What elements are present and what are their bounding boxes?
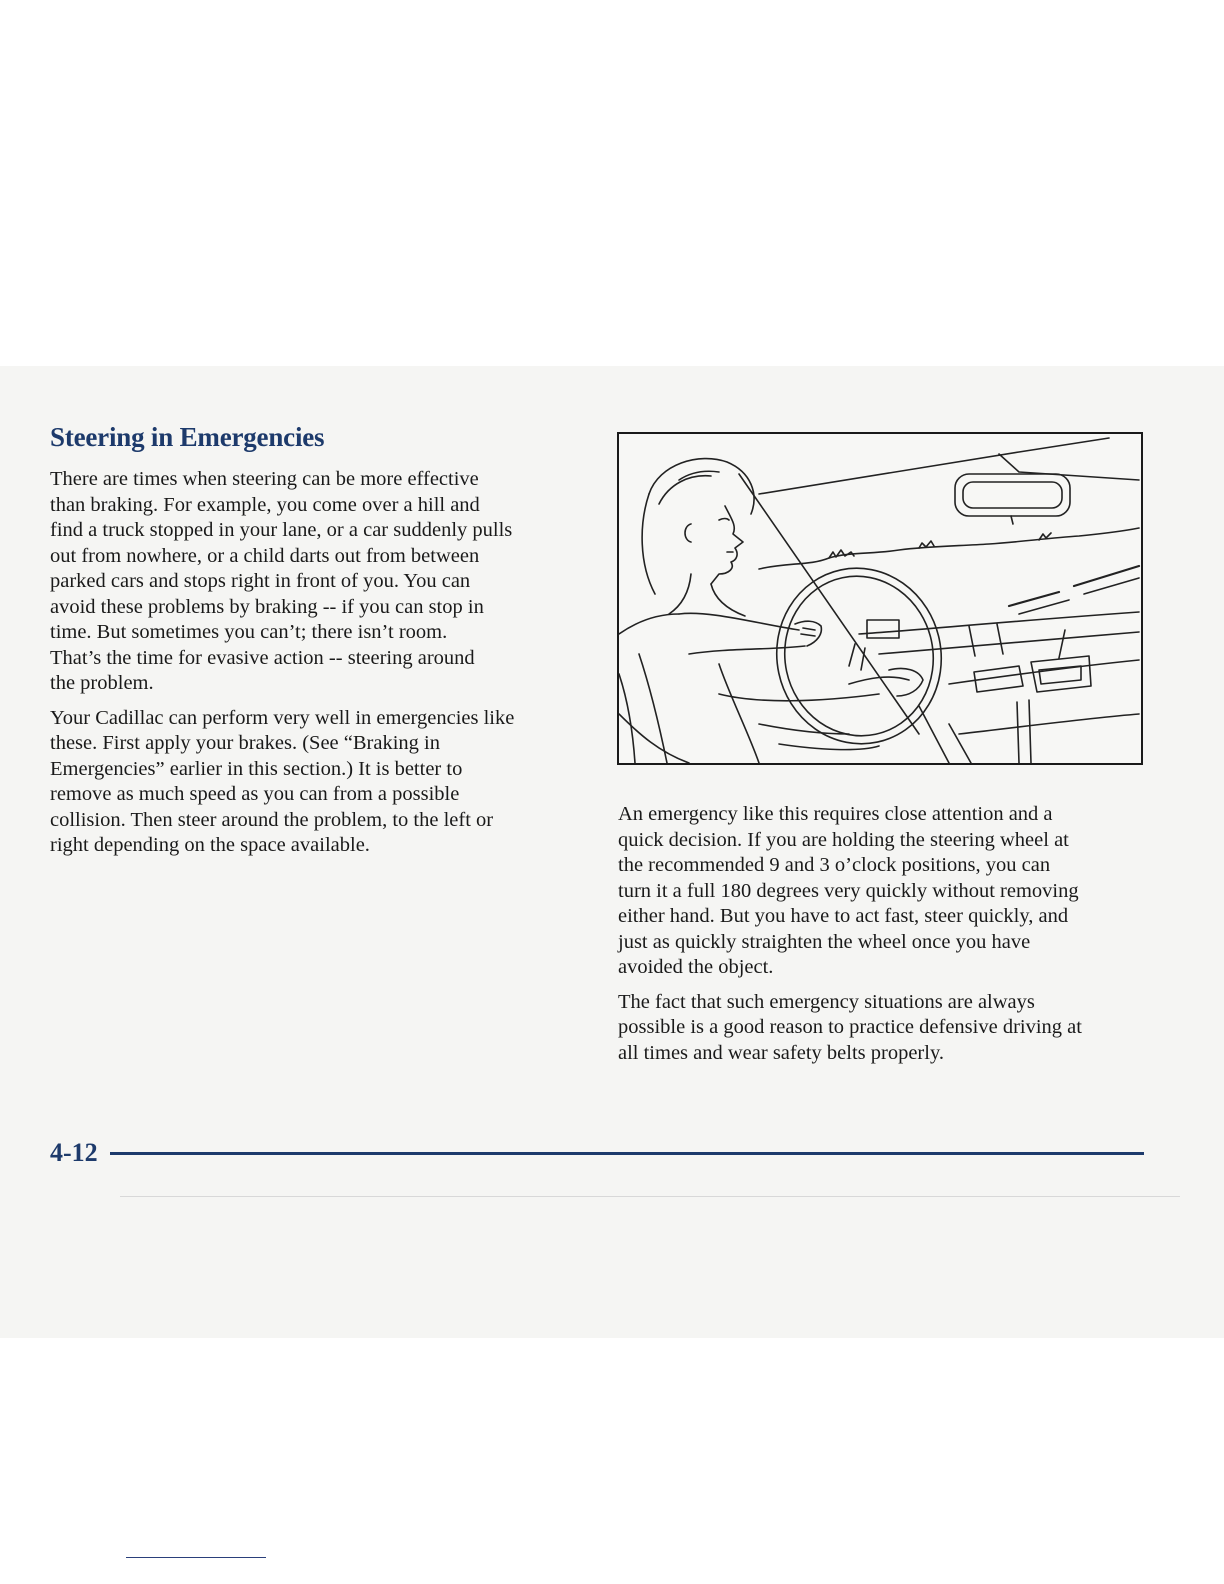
text-line: the recommended 9 and 3 o’clock positions, you can (618, 854, 1051, 876)
footer-rule (110, 1152, 1144, 1155)
section-heading: Steering in Emergencies (50, 422, 325, 452)
text-line: right depending on the space available. (50, 834, 370, 856)
text-line: Your Cadillac can perform very well in emergencies like (50, 706, 515, 729)
text-line: avoided the object. (618, 956, 774, 978)
text-line: out from nowhere, or a child darts out from between (50, 544, 480, 567)
text-line: these. First apply your brakes. (See “Braking in (50, 732, 440, 754)
text-line: all times and wear safety belts properly. (618, 1041, 944, 1064)
text-line: possible is a good reason to practice defensive driving at (618, 1016, 1082, 1038)
text-line: the problem. (50, 672, 154, 694)
scan-line (120, 1196, 1180, 1197)
driver-steering-drawing (619, 434, 1141, 763)
text-line: either hand. But you have to act fast, steer quickly, and (618, 905, 1069, 927)
text-line: Emergencies” earlier in this section.) It is better to (50, 757, 463, 780)
text-line: There are times when steering can be more effective (50, 468, 479, 490)
paragraph (50, 706, 585, 859)
text-line: quick decision. If you are holding the steering wheel at (618, 828, 1069, 851)
text-line: turn it a full 180 degrees very quickly without removing (618, 879, 1079, 902)
text-line: parked cars and stops right in front of you. You can (50, 570, 471, 592)
text-line: remove as much speed as you can from a possible (50, 783, 460, 805)
text-line: That’s the time for evasive action -- steering around (50, 646, 475, 669)
right-column (618, 802, 1148, 1075)
text-line: than braking. For example, you come over a hill and (50, 493, 480, 516)
text-line: find a truck stopped in your lane, or a car suddenly pulls (50, 519, 513, 541)
corner-mark (126, 1557, 266, 1558)
text-line: collision. Then steer around the problem, to the left or (50, 808, 494, 831)
text-line: An emergency like this requires close attention and a (618, 803, 1053, 825)
paragraph (50, 467, 585, 697)
text-line: avoid these problems by braking -- if you can stop in (50, 595, 484, 618)
text-line: The fact that such emergency situations are always (618, 990, 1035, 1013)
driver-illustration (617, 432, 1143, 765)
page-number: 4-12 (50, 1138, 98, 1167)
text-line: time. But sometimes you can’t; there isn’t room. (50, 621, 448, 643)
paragraph (618, 802, 1148, 981)
text-line: just as quickly straighten the wheel once you have (618, 930, 1031, 953)
left-column (50, 467, 585, 868)
paragraph (618, 990, 1148, 1067)
